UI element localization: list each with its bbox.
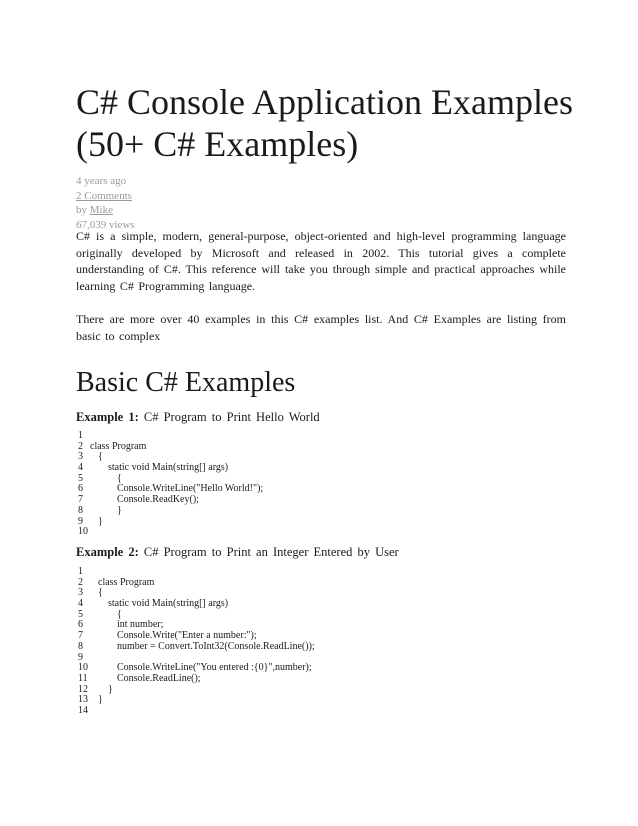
example-label: Example 1: (76, 410, 139, 424)
code-text: Console.ReadLine(); (117, 672, 201, 684)
article-meta (76, 174, 135, 232)
example-title: C# Program to Print Hello World (143, 410, 320, 424)
line-number: 5 (78, 608, 83, 620)
example-title: C# Program to Print an Integer Entered by User (143, 545, 399, 559)
code-text: static void Main(string[] args) (108, 462, 229, 474)
line-number: 10 (78, 526, 88, 538)
line-number: 8 (78, 504, 83, 516)
code-text: } (108, 683, 113, 695)
code-text: } (98, 694, 103, 706)
code-text: Console.Write("Enter a number:"); (117, 630, 257, 642)
line-number: 5 (78, 472, 83, 484)
code-text: Console.WriteLine("Hello World!"); (117, 483, 264, 495)
example-2-heading (76, 544, 399, 560)
line-number: 1 (78, 430, 83, 441)
code-text: int number; (117, 619, 164, 631)
line-number: 14 (78, 704, 88, 716)
author-line (76, 203, 135, 218)
line-number: 9 (78, 651, 83, 663)
code-text: number = Convert.ToInt32(Console.ReadLine()); (117, 640, 315, 652)
line-number: 12 (78, 683, 88, 695)
code-text: { (98, 587, 103, 599)
line-number: 4 (78, 462, 83, 474)
line-number: 3 (78, 587, 83, 599)
code-text: class Program (90, 440, 147, 452)
code-text: { (98, 451, 103, 463)
by-prefix: by (76, 204, 87, 216)
line-number: 8 (78, 640, 83, 652)
post-age: 4 years ago (76, 175, 127, 187)
line-number: 3 (78, 451, 83, 463)
code-text: } (98, 515, 103, 527)
comments-link[interactable]: 2 Comments (76, 189, 132, 202)
line-number: 7 (78, 494, 83, 506)
code-text: { (117, 472, 122, 484)
author-link[interactable]: Mike (89, 204, 113, 216)
intro-paragraph: C# is a simple, modern, general-purpose, object-oriented and high-level programming language originally developed by Microsoft and released in 2002. This tutorial gives a complete understanding of C#. This reference will take you through simple and practical approaches while learning C# Programming language. (76, 229, 566, 293)
example-1-heading (76, 409, 320, 425)
code-text: Console.WriteLine("You entered :{0}",number); (117, 662, 312, 674)
intro-paragraph-2: There are more over 40 examples in this C# examples list. And C# Examples are listing from basic to complex (76, 312, 566, 343)
example-label: Example 2: (76, 545, 139, 559)
line-number: 1 (78, 566, 83, 577)
section-heading: Basic C# Examples (76, 367, 296, 398)
line-number: 13 (78, 694, 88, 706)
line-number: 2 (78, 576, 83, 588)
line-number: 6 (78, 619, 83, 631)
line-number: 11 (78, 672, 88, 684)
code-text: { (117, 608, 122, 620)
line-number: 4 (78, 598, 83, 610)
code-text: Console.ReadKey(); (117, 494, 199, 506)
line-number: 6 (78, 483, 83, 495)
line-number: 10 (78, 662, 88, 674)
line-number: 9 (78, 515, 83, 527)
code-text: static void Main(string[] args) (108, 598, 229, 610)
article-title: C# Console Application Examples (50+ C# Examples) (76, 82, 573, 164)
code-text: class Program (98, 576, 155, 588)
code-text: } (117, 504, 122, 516)
view-count: 67,039 views (76, 218, 135, 231)
line-number: 7 (78, 630, 83, 642)
line-number: 2 (78, 440, 83, 452)
